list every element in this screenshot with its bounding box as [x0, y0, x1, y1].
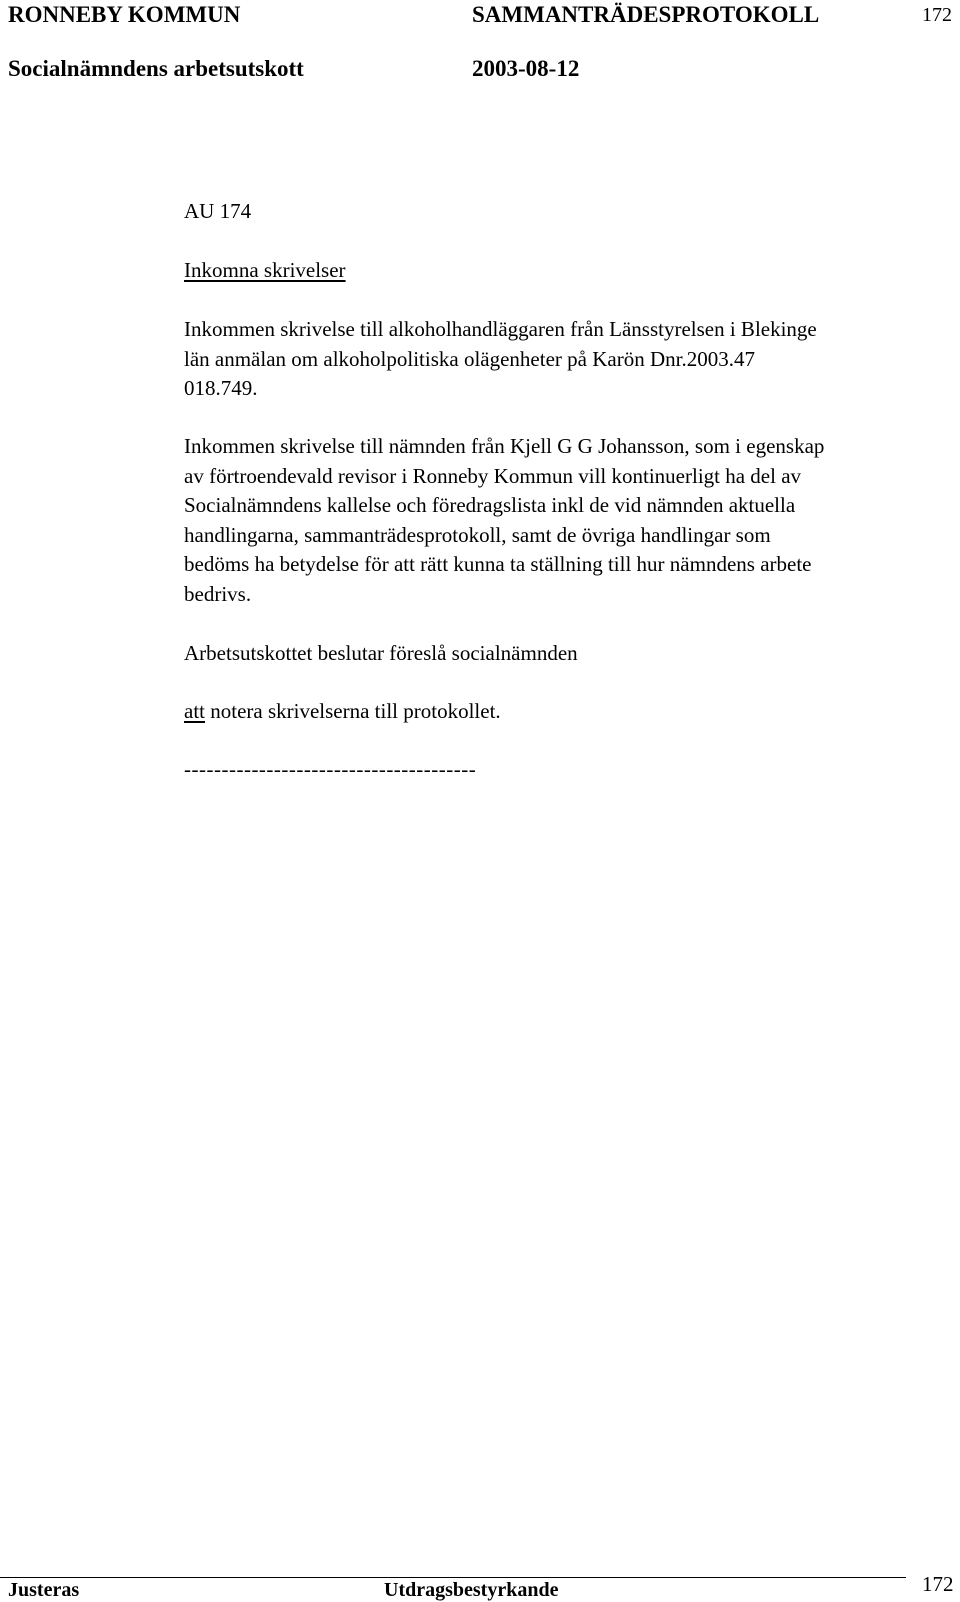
header-committee: Socialnämndens arbetsutskott: [8, 56, 304, 81]
paragraph-2: [184, 432, 824, 609]
decision-att: att: [184, 699, 205, 723]
paragraph-1: [184, 315, 817, 404]
decision-intro: Arbetsutskottet beslutar föreslå socialnämnden: [184, 641, 578, 665]
decision-rest: notera skrivelserna till protokollet.: [205, 699, 501, 723]
header-org: RONNEBY KOMMUN: [8, 2, 241, 27]
paragraph-1-line: län anmälan om alkoholpolitiska olägenheter på Karön Dnr.2003.47: [184, 346, 755, 371]
paragraph-1-line: Inkommen skrivelse till alkoholhandläggaren från Länsstyrelsen i Blekinge: [184, 317, 817, 341]
header-date: 2003-08-12: [472, 56, 580, 81]
header-doc-type: SAMMANTRÄDESPROTOKOLL: [472, 2, 820, 27]
paragraph-2-line: bedöms ha betydelse för att rätt kunna ta ställning till hur nämndens arbete: [184, 552, 812, 576]
paragraph-2-line: bedrivs.: [184, 581, 252, 606]
paragraph-2-line: handlingarna, sammanträdesprotokoll, samt de övriga handlingar som: [184, 522, 771, 547]
header-page-number: 172: [922, 4, 952, 26]
footer-justeras: Justeras: [8, 1579, 80, 1601]
section-title: Inkomna skrivelser: [184, 258, 346, 282]
paragraph-1-line: 018.749.: [184, 376, 258, 400]
paragraph-2-line: Socialnämndens kallelse och föredragslista inkl de vid nämnden aktuella: [184, 493, 796, 517]
separator-line: ---------------------------------------: [184, 757, 477, 781]
paragraph-2-line: Inkommen skrivelse till nämnden från Kjell G G Johansson, som i egenskap: [184, 434, 825, 458]
footer-utdrag: Utdragsbestyrkande: [384, 1579, 559, 1601]
footer-page-number: 172: [922, 1572, 954, 1596]
paragraph-2-line: av förtroendevald revisor i Ronneby Kommun vill kontinuerligt ha del av: [184, 463, 802, 488]
section-number: AU 174: [184, 199, 252, 223]
footer-rule: [0, 1577, 906, 1578]
decision-text: [184, 697, 501, 727]
